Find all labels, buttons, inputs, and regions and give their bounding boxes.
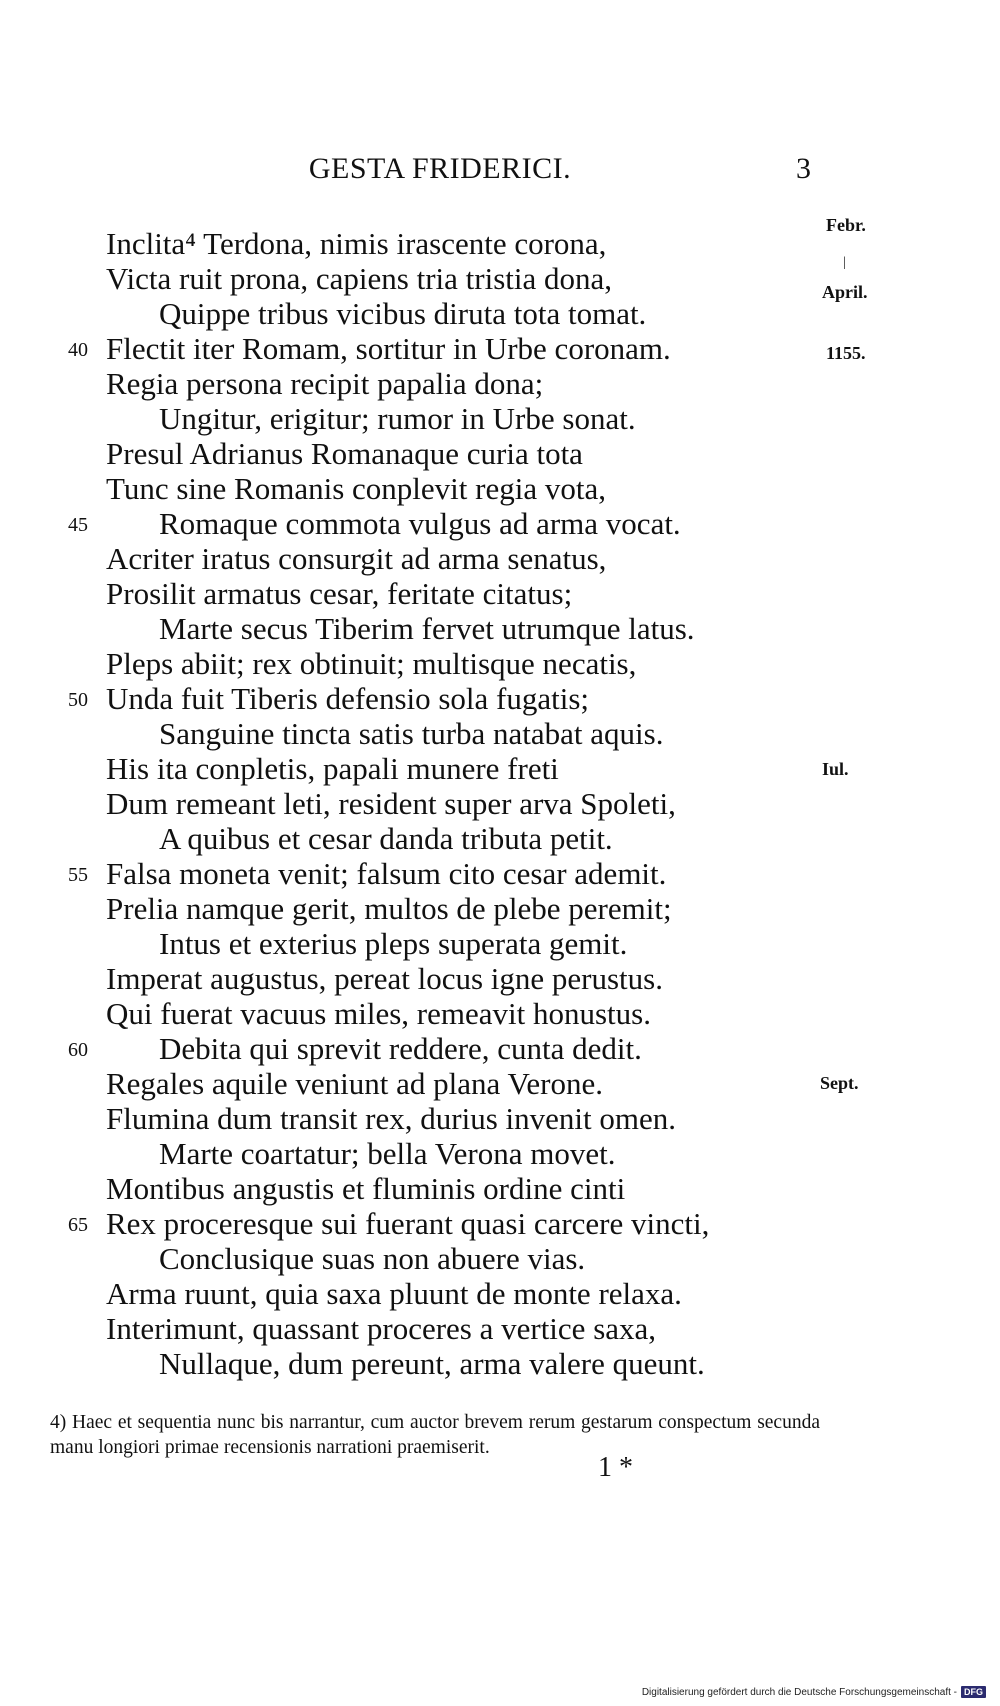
- verse-line: [0, 1276, 1000, 1311]
- verse-text: Acriter iratus consurgit ad arma senatus,: [106, 541, 607, 576]
- verse-line: [0, 1101, 1000, 1136]
- footnote: 4) Haec et sequentia nunc bis narrantur, cum auctor brevem rerum gestarum conspectum secunda manu longiori primae recensionis narrationi praemiserit.: [50, 1412, 820, 1458]
- verse-number: 45: [68, 514, 88, 536]
- verse-line: [0, 1346, 1000, 1381]
- verse-line: [0, 401, 1000, 436]
- verse-line: [0, 1311, 1000, 1346]
- verse-text: Flectit iter Romam, sortitur in Urbe coronam.: [106, 331, 671, 366]
- verse-line: [0, 576, 1000, 611]
- verse-line: [0, 366, 1000, 401]
- verse-line: [0, 856, 1000, 891]
- verse-text: Marte secus Tiberim fervet utrumque latus.: [159, 611, 695, 646]
- verse-text: Presul Adrianus Romanaque curia tota: [106, 436, 583, 471]
- verse-text: Pleps abiit; rex obtinuit; multisque necatis,: [106, 646, 637, 681]
- page-number: 3: [796, 152, 811, 185]
- verse-line: [0, 1206, 1000, 1241]
- signature-mark: 1 *: [598, 1452, 633, 1483]
- verse-line: [0, 926, 1000, 961]
- verse-number: 50: [68, 689, 88, 711]
- verse-text: Quippe tribus vicibus diruta tota tomat.: [159, 296, 647, 331]
- verse-number: 65: [68, 1214, 88, 1236]
- verse-text: His ita conpletis, papali munere freti: [106, 751, 559, 786]
- verse-text: Flumina dum transit rex, durius invenit omen.: [106, 1101, 676, 1136]
- margin-note-year: 1155.: [826, 343, 866, 363]
- margin-note-febr: Febr.: [826, 215, 866, 235]
- verse-number: 60: [68, 1039, 88, 1061]
- verse-text: Romaque commota vulgus ad arma vocat.: [159, 506, 681, 541]
- verse-line: [0, 996, 1000, 1031]
- verse-line: [0, 961, 1000, 996]
- verse-text: Victa ruit prona, capiens tria tristia dona,: [106, 261, 613, 296]
- verse-text: Prosilit armatus cesar, feritate citatus;: [106, 576, 573, 611]
- verse-line: [0, 1031, 1000, 1066]
- verse-text: Inclita⁴ Terdona, nimis irascente corona,: [106, 226, 607, 261]
- verse-text: Rex proceresque sui fuerant quasi carcere vincti,: [106, 1206, 710, 1241]
- verse-line: [0, 436, 1000, 471]
- margin-note-iul: Iul.: [822, 759, 849, 779]
- verse-text: Regia persona recipit papalia dona;: [106, 366, 544, 401]
- digitization-credit: [642, 1686, 986, 1698]
- verse-line: [0, 891, 1000, 926]
- verse-text: Tunc sine Romanis conplevit regia vota,: [106, 471, 606, 506]
- verse-text: A quibus et cesar danda tributa petit.: [159, 821, 613, 856]
- verse-text: Conclusique suas non abuere vias.: [159, 1241, 586, 1276]
- verse-text: Regales aquile veniunt ad plana Verone.: [106, 1066, 603, 1101]
- verse-text: Prelia namque gerit, multos de plebe peremit;: [106, 891, 672, 926]
- verse-text: Nullaque, dum pereunt, arma valere queunt.: [159, 1346, 705, 1381]
- verse-text: Qui fuerat vacuus miles, remeavit honustus.: [106, 996, 651, 1031]
- verse-text: Debita qui sprevit reddere, cunta dedit.: [159, 1031, 642, 1066]
- verse-number: 55: [68, 864, 88, 886]
- verse-number: 40: [68, 339, 88, 361]
- verse-line: [0, 471, 1000, 506]
- running-title: GESTA FRIDERICI.: [308, 152, 572, 185]
- verse-line: [0, 751, 1000, 786]
- verse-line: [0, 786, 1000, 821]
- verse-block: [0, 226, 1000, 1381]
- verse-text: Montibus angustis et fluminis ordine cinti: [106, 1171, 626, 1206]
- verse-line: [0, 716, 1000, 751]
- verse-line: [0, 1241, 1000, 1276]
- verse-text: Sanguine tincta satis turba natabat aquis.: [159, 716, 664, 751]
- verse-text: Intus et exterius pleps superata gemit.: [159, 926, 628, 961]
- verse-text: Marte coartatur; bella Verona movet.: [159, 1136, 616, 1171]
- verse-line: [0, 1171, 1000, 1206]
- verse-text: Imperat augustus, pereat locus igne perustus.: [106, 961, 663, 996]
- dfg-logo: DFG: [961, 1686, 986, 1698]
- credit-text: Digitalisierung gefördert durch die Deutsche Forschungsgemeinschaft -: [641, 1686, 957, 1698]
- verse-line: [0, 1136, 1000, 1171]
- verse-line: [0, 541, 1000, 576]
- verse-text: Falsa moneta venit; falsum cito cesar ademit.: [106, 856, 667, 891]
- verse-line: [0, 681, 1000, 716]
- verse-line: [0, 646, 1000, 681]
- margin-note-april: April.: [822, 282, 868, 302]
- verse-text: Arma ruunt, quia saxa pluunt de monte relaxa.: [106, 1276, 682, 1311]
- margin-note-range-bar: |: [843, 255, 846, 270]
- verse-line: [0, 506, 1000, 541]
- verse-line: [0, 821, 1000, 856]
- margin-note-sept: Sept.: [820, 1073, 859, 1093]
- verse-text: Interimunt, quassant proceres a vertice saxa,: [106, 1311, 657, 1346]
- verse-line: [0, 611, 1000, 646]
- verse-text: Dum remeant leti, resident super arva Spoleti,: [106, 786, 676, 821]
- verse-text: Ungitur, erigitur; rumor in Urbe sonat.: [159, 401, 636, 436]
- verse-text: Unda fuit Tiberis defensio sola fugatis;: [106, 681, 590, 716]
